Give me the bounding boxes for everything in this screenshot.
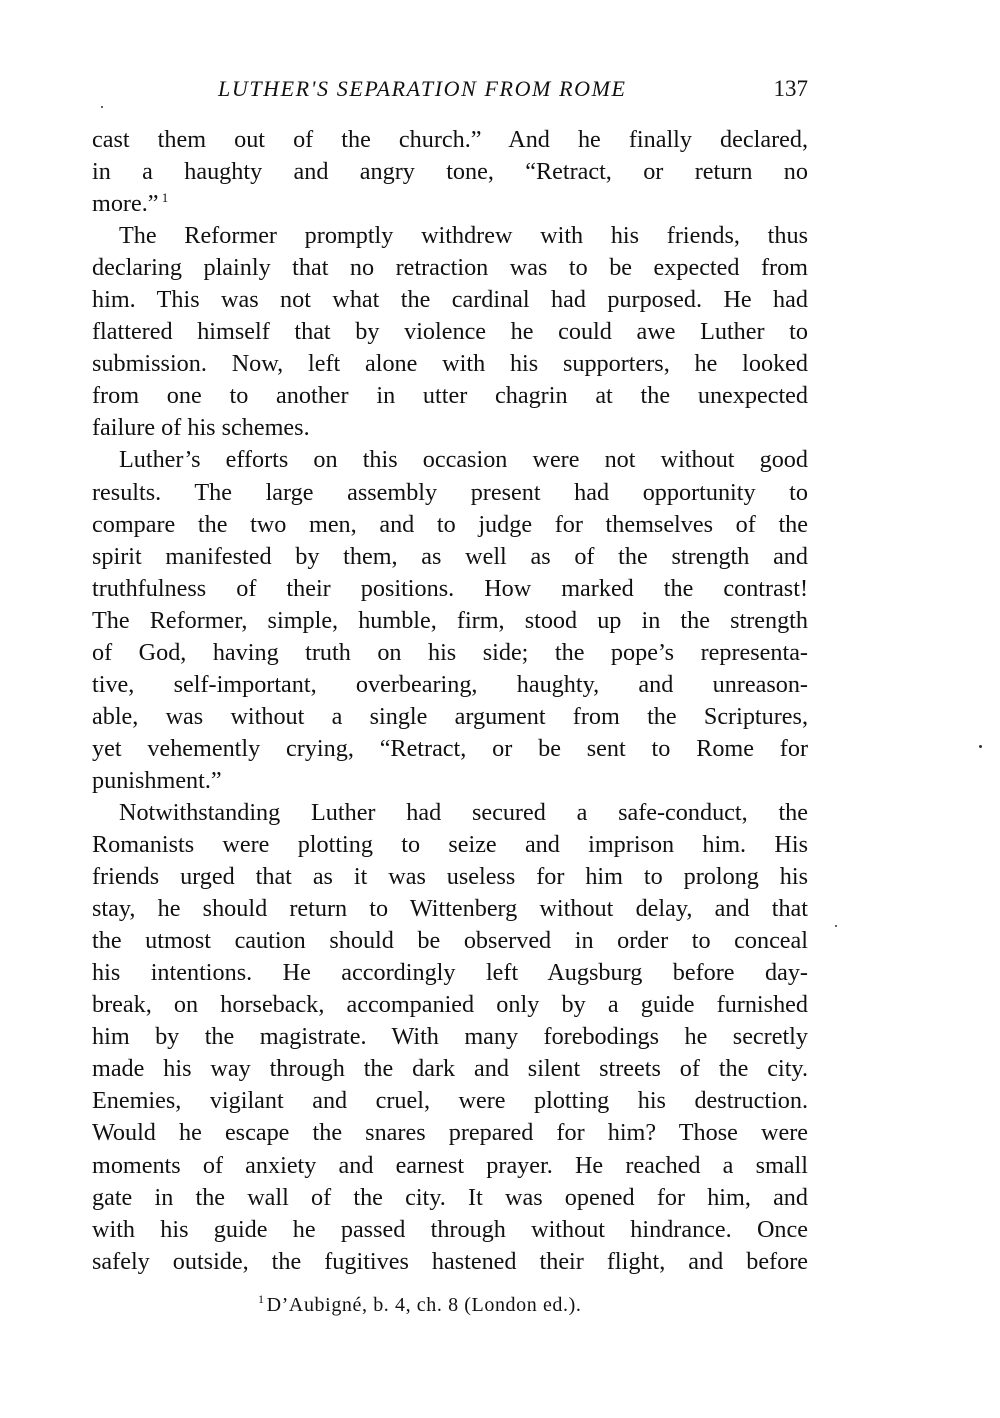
text-line: made his way through the dark and silent streets of the city.	[92, 1055, 808, 1083]
text-line: him. This was not what the cardinal had purposed. He had	[92, 286, 808, 314]
paragraph	[92, 444, 808, 797]
text-line: The Reformer, simple, humble, firm, stood up in the strength	[92, 606, 808, 634]
text-line: in a haughty and angry tone, “Retract, or return no	[92, 158, 808, 186]
text-line: truthfulness of their positions. How marked the contrast!	[92, 574, 808, 602]
text-line: gate in the wall of the city. It was opened for him, and	[92, 1183, 808, 1211]
text-line: Notwithstanding Luther had secured a safe-conduct, the	[119, 798, 808, 826]
text-line: Luther’s efforts on this occasion were not without good	[119, 446, 808, 474]
paragraph	[92, 124, 808, 220]
footnote-text: D’Aubigné, b. 4, ch. 8 (London ed.).	[266, 1294, 582, 1316]
text-line: stay, he should return to Wittenberg without delay, and that	[92, 895, 808, 923]
text-line: more.” $^1$	[92, 190, 169, 218]
footnote-reference[interactable]: 1	[158, 190, 169, 206]
print-speck	[101, 106, 103, 108]
footnote-mark: 1	[258, 1292, 265, 1306]
print-speck	[835, 925, 837, 927]
text-line: punishment.”	[92, 766, 222, 794]
text-line: able, was without a single argument from the Scriptures,	[92, 702, 808, 730]
text-line: The Reformer promptly withdrew with his friends, thus	[119, 222, 808, 250]
text-line: compare the two men, and to judge for themselves of the	[92, 510, 808, 538]
text-line: Romanists were plotting to seize and imprison him. His	[92, 831, 808, 859]
text-line: failure of his schemes.	[92, 414, 310, 442]
footnote	[258, 1291, 581, 1319]
text-line: flattered himself that by violence he could awe Luther to	[92, 318, 808, 346]
text-line: of God, having truth on his side; the pope’s representa-	[92, 638, 808, 666]
text-line: him by the magistrate. With many forebodings he secretly	[92, 1023, 808, 1051]
text-line: submission. Now, left alone with his supporters, he looked	[92, 350, 808, 378]
text-line: Enemies, vigilant and cruel, were plotting his destruction.	[92, 1087, 808, 1115]
text-line: break, on horseback, accompanied only by a guide furnished	[92, 991, 808, 1019]
text-line: results. The large assembly present had opportunity to	[92, 478, 808, 506]
running-title: LUTHER'S SEPARATION FROM ROME	[218, 76, 627, 101]
text-line: his intentions. He accordingly left Augsburg before day-	[92, 959, 808, 987]
text-line: the utmost caution should be observed in order to conceal	[92, 927, 808, 955]
text-line: yet vehemently crying, “Retract, or be sent to Rome for	[92, 734, 808, 762]
paragraph	[92, 797, 808, 1278]
text-line: declaring plainly that no retraction was to be expected from	[92, 254, 808, 282]
running-head	[92, 72, 808, 106]
text-line: spirit manifested by them, as well as of the strength and	[92, 542, 808, 570]
text-line: friends urged that as it was useless for him to prolong his	[92, 863, 808, 891]
text-line: cast them out of the church.” And he finally declared,	[92, 126, 808, 153]
page-number: 137	[773, 76, 808, 101]
text-line: with his guide he passed through without hindrance. Once	[92, 1215, 808, 1243]
text-line: from one to another in utter chagrin at the unexpected	[92, 382, 808, 410]
body-text	[92, 124, 808, 1278]
text-line: moments of anxiety and earnest prayer. He reached a small	[92, 1151, 808, 1179]
text-line: Would he escape the snares prepared for him? Those were	[92, 1119, 808, 1147]
paragraph	[92, 220, 808, 444]
print-speck	[979, 745, 982, 748]
text-line: tive, self-important, overbearing, haughty, and unreason-	[92, 670, 808, 698]
text-line: safely outside, the fugitives hastened their flight, and before	[92, 1247, 808, 1275]
